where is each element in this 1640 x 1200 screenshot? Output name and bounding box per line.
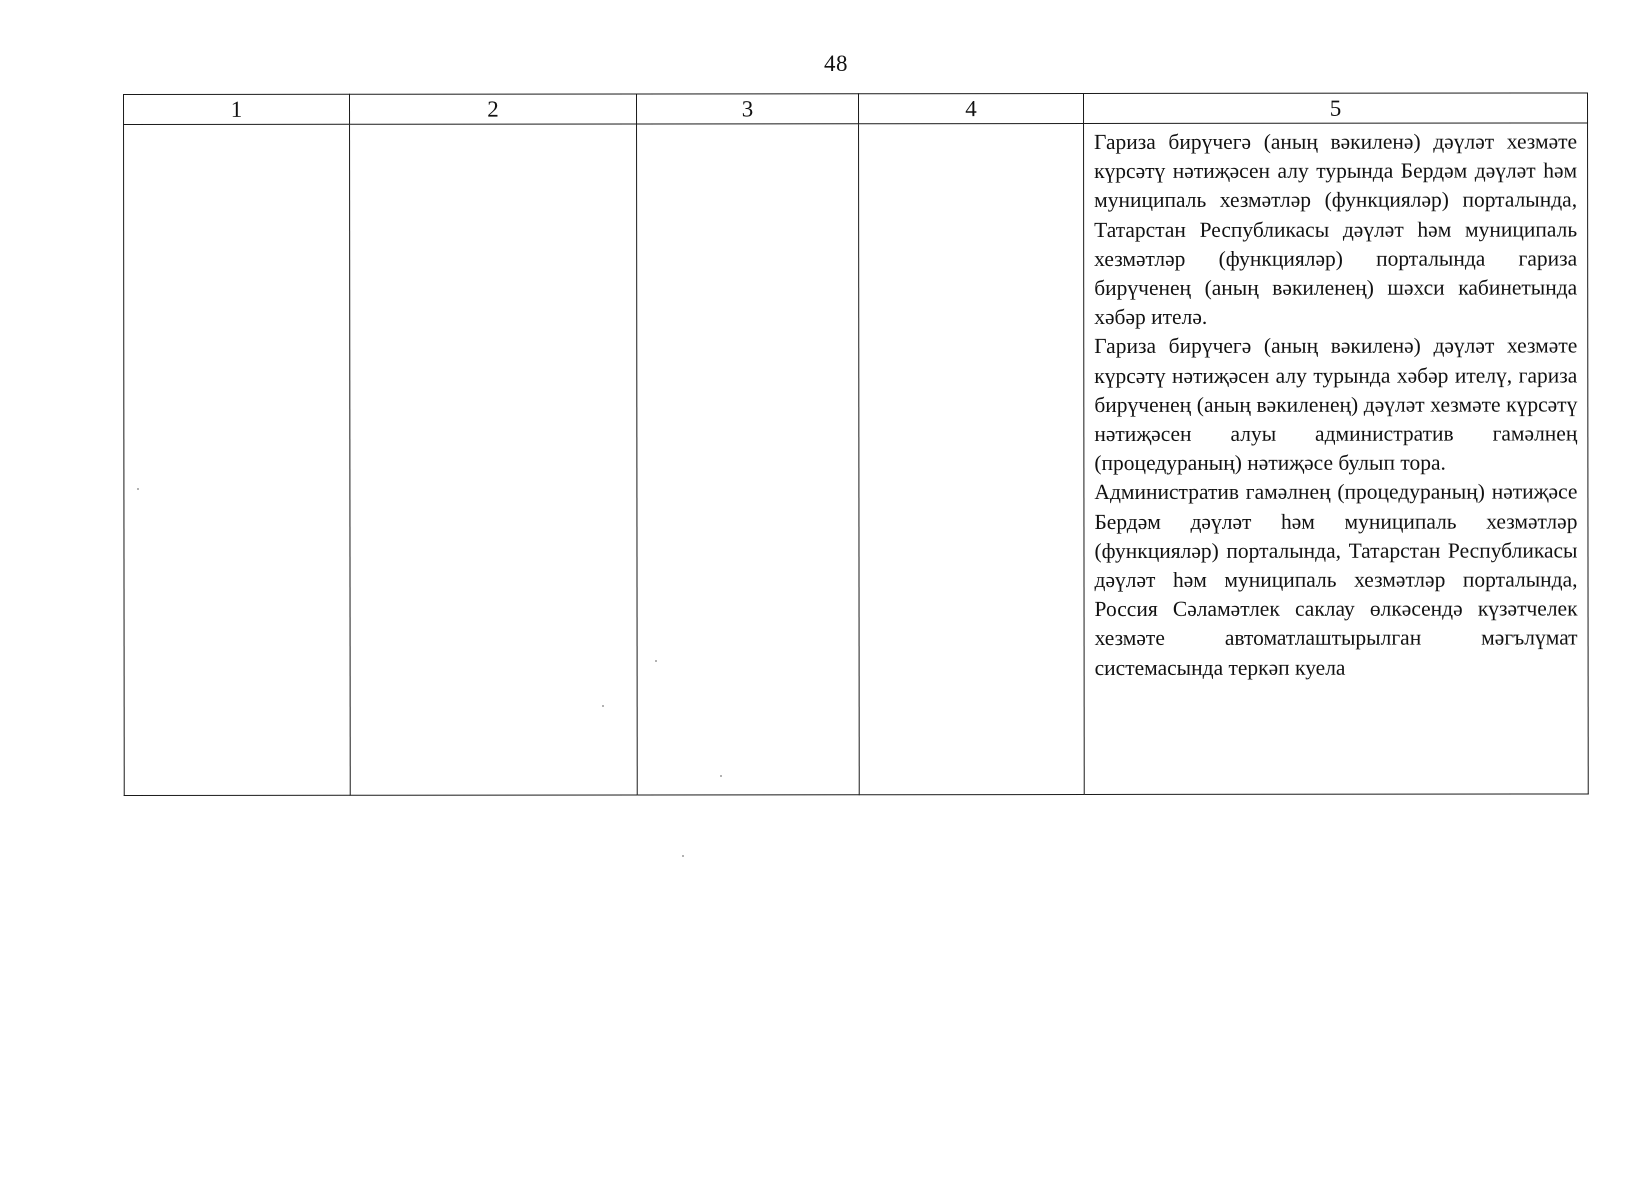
scan-speck — [655, 660, 657, 662]
column-header-3: 3 — [637, 94, 859, 124]
paragraph-notification: Гариза бирүчегә (аның вәкиленә) дәүләт хезмәте күрсәтү нәтиҗәсен алу турында Бердәм дәүләт һәм муниципаль хезмәтләр (функцияләр) порталында, Татарстан Республикасы дәүләт һәм муниципаль хезмәтләр (функцияләр) порталында гариза бирүченең (аның вәкиленең) шәхси кабинетында хәбәр ителә. — [1094, 129, 1578, 330]
scan-speck — [602, 705, 604, 707]
page-number: 48 — [824, 51, 848, 76]
paragraph-result-definition: Гариза бирүчегә (аның вәкиленә) дәүләт хезмәте күрсәтү нәтиҗәсен алу турында хәбәр ителү, гариза бирүченең (аның вәкиленең) дәүләт хезмәте күрсәтү нәтиҗәсен алуы административ гамәлнең (процедураның) нәтиҗәсе булып тора. — [1094, 333, 1578, 476]
table-cell-col1 — [124, 124, 351, 795]
column-header-4: 4 — [859, 93, 1084, 123]
table-row — [124, 123, 1589, 796]
column-header-5: 5 — [1084, 93, 1588, 124]
document-table — [123, 92, 1589, 796]
scan-speck — [682, 855, 684, 857]
scan-speck — [720, 775, 722, 777]
scan-speck — [137, 488, 139, 490]
table-cell-col5 — [1084, 123, 1589, 795]
table-cell-col4 — [859, 123, 1085, 794]
paragraph-result-registration: Административ гамәлнең (процедураның) нәтиҗәсе Бердәм дәүләт һәм муниципаль хезмәтләр (функцияләр) порталында, Татарстан Республикасы дәүләт һәм муниципаль хезмәтләр порталында, Россия Сәламәтлек саклау өлкәсендә күзәтчелек хезмәте автоматлаштырылган мәгълүмат системасында теркәп куела — [1094, 479, 1578, 680]
table-cell-col3 — [637, 124, 860, 795]
table-header-row — [124, 93, 1588, 125]
column-header-1: 1 — [124, 94, 350, 124]
cell-text-block — [1084, 123, 1588, 682]
table-cell-col2 — [350, 124, 638, 795]
column-header-2: 2 — [350, 94, 637, 124]
